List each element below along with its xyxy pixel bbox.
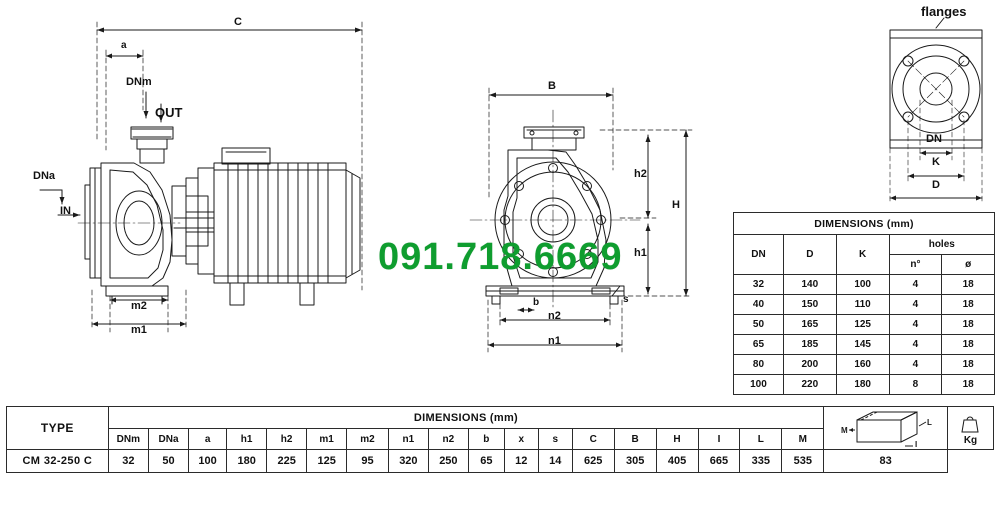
cell-dna: 50 — [148, 450, 188, 473]
flanges-title: flanges — [921, 4, 967, 19]
cell-holes-n: 4 — [889, 295, 942, 315]
dim-label-DNm: DNm — [126, 76, 152, 88]
flange-dimensions-table — [733, 212, 995, 395]
cell-x: 12 — [504, 450, 538, 473]
cell-d: 165 — [783, 315, 836, 335]
flange-col-dn: DN — [734, 235, 784, 275]
cell-dnm: 32 — [108, 450, 148, 473]
table-row — [7, 407, 994, 429]
cell-m1: 125 — [307, 450, 347, 473]
cell-c: 625 — [572, 450, 614, 473]
col-a: a — [189, 429, 227, 450]
col-n2: n2 — [428, 429, 468, 450]
cell-dn: 32 — [734, 275, 784, 295]
cell-d: 150 — [783, 295, 836, 315]
flange-col-holes-n: n° — [889, 255, 942, 275]
col-h2: h2 — [267, 429, 307, 450]
svg-text:M: M — [840, 426, 848, 435]
col-b-total: B — [614, 429, 656, 450]
col-dnm: DNm — [108, 429, 148, 450]
table-row — [734, 213, 995, 235]
dim-label-h2: h2 — [634, 168, 647, 180]
cell-holes-d: 18 — [942, 275, 995, 295]
main-dimensions-table — [6, 406, 994, 473]
col-n1: n1 — [388, 429, 428, 450]
dim-label-DNa: DNa — [33, 170, 56, 182]
dim-label-IN: IN — [60, 205, 71, 217]
flange-col-holes: holes — [889, 235, 994, 255]
cell-k: 180 — [836, 375, 889, 395]
cell-b-total: 305 — [614, 450, 656, 473]
cell-h2: 225 — [267, 450, 307, 473]
cell-dn: 50 — [734, 315, 784, 335]
dim-label-m2: m2 — [131, 300, 147, 312]
cell-n1: 320 — [388, 450, 428, 473]
cell-k: 125 — [836, 315, 889, 335]
main-dims-title: DIMENSIONS (mm) — [108, 407, 823, 429]
cell-dn: 80 — [734, 355, 784, 375]
cell-dn: 40 — [734, 295, 784, 315]
col-l: L — [740, 429, 782, 450]
dim-label-DN: DN — [926, 133, 942, 145]
col-m1: m1 — [307, 429, 347, 450]
cell-holes-n: 4 — [889, 275, 942, 295]
cell-d: 140 — [783, 275, 836, 295]
flange-col-d: D — [783, 235, 836, 275]
table-row — [734, 295, 995, 315]
svg-text:I: I — [914, 440, 917, 448]
cell-holes-n: 4 — [889, 335, 942, 355]
flange-col-holes-d: ø — [942, 255, 995, 275]
cell-d: 185 — [783, 335, 836, 355]
dim-label-K: K — [932, 156, 940, 168]
cell-dn: 100 — [734, 375, 784, 395]
dim-label-B: B — [548, 80, 556, 92]
type-header: TYPE — [7, 407, 109, 450]
cell-h: 405 — [656, 450, 698, 473]
col-m: M — [782, 429, 824, 450]
col-c: C — [572, 429, 614, 450]
flange-col-k: K — [836, 235, 889, 275]
cell-dn: 65 — [734, 335, 784, 355]
dim-label-H: H — [672, 199, 680, 211]
cell-m2: 95 — [347, 450, 389, 473]
cell-s: 14 — [538, 450, 572, 473]
cell-m: 535 — [782, 450, 824, 473]
dim-label-s: s — [623, 294, 629, 305]
cell-d: 200 — [783, 355, 836, 375]
cell-k: 160 — [836, 355, 889, 375]
cell-a: 100 — [189, 450, 227, 473]
cell-k: 145 — [836, 335, 889, 355]
kg-label: Kg — [963, 434, 978, 446]
cell-type: CM 32-250 C — [7, 450, 109, 473]
cell-holes-n: 4 — [889, 355, 942, 375]
cell-k: 100 — [836, 275, 889, 295]
dim-label-m1: m1 — [131, 324, 147, 336]
cell-holes-d: 18 — [942, 375, 995, 395]
cell-i: 665 — [698, 450, 740, 473]
dim-label-n2: n2 — [548, 310, 561, 322]
col-b: b — [468, 429, 504, 450]
dim-label-a: a — [121, 40, 127, 51]
table-row — [734, 315, 995, 335]
cell-d: 220 — [783, 375, 836, 395]
table-row — [734, 235, 995, 255]
weight-header-cell — [947, 407, 993, 450]
col-i: I — [698, 429, 740, 450]
dim-label-n1: n1 — [548, 335, 561, 347]
dim-label-OUT: OUT — [155, 105, 183, 120]
table-row — [734, 375, 995, 395]
table-row — [734, 275, 995, 295]
weight-icon — [959, 413, 981, 435]
cell-holes-n: 4 — [889, 315, 942, 335]
table-row — [734, 355, 995, 375]
dim-label-C: C — [234, 16, 242, 28]
dim-label-b: b — [533, 297, 540, 308]
watermark-phone-number: 091.718.6669 — [378, 236, 623, 278]
table-row — [7, 450, 994, 473]
col-m2: m2 — [347, 429, 389, 450]
cell-k: 110 — [836, 295, 889, 315]
col-dna: DNa — [148, 429, 188, 450]
cell-l: 335 — [740, 450, 782, 473]
cell-holes-d: 18 — [942, 295, 995, 315]
cell-h1: 180 — [227, 450, 267, 473]
col-x: x — [504, 429, 538, 450]
cell-holes-d: 18 — [942, 355, 995, 375]
cell-b: 65 — [468, 450, 504, 473]
col-s: s — [538, 429, 572, 450]
cell-kg: 83 — [824, 450, 948, 473]
svg-text:L: L — [926, 418, 932, 427]
cell-holes-n: 8 — [889, 375, 942, 395]
dim-label-h1: h1 — [634, 247, 647, 259]
box-icon — [827, 408, 945, 448]
flange-table-title: DIMENSIONS (mm) — [734, 213, 995, 235]
dim-label-D: D — [932, 179, 940, 191]
cell-n2: 250 — [428, 450, 468, 473]
col-h: H — [656, 429, 698, 450]
package-box-icon — [824, 407, 948, 450]
col-h1: h1 — [227, 429, 267, 450]
cell-holes-d: 18 — [942, 315, 995, 335]
cell-holes-d: 18 — [942, 335, 995, 355]
table-row — [734, 335, 995, 355]
